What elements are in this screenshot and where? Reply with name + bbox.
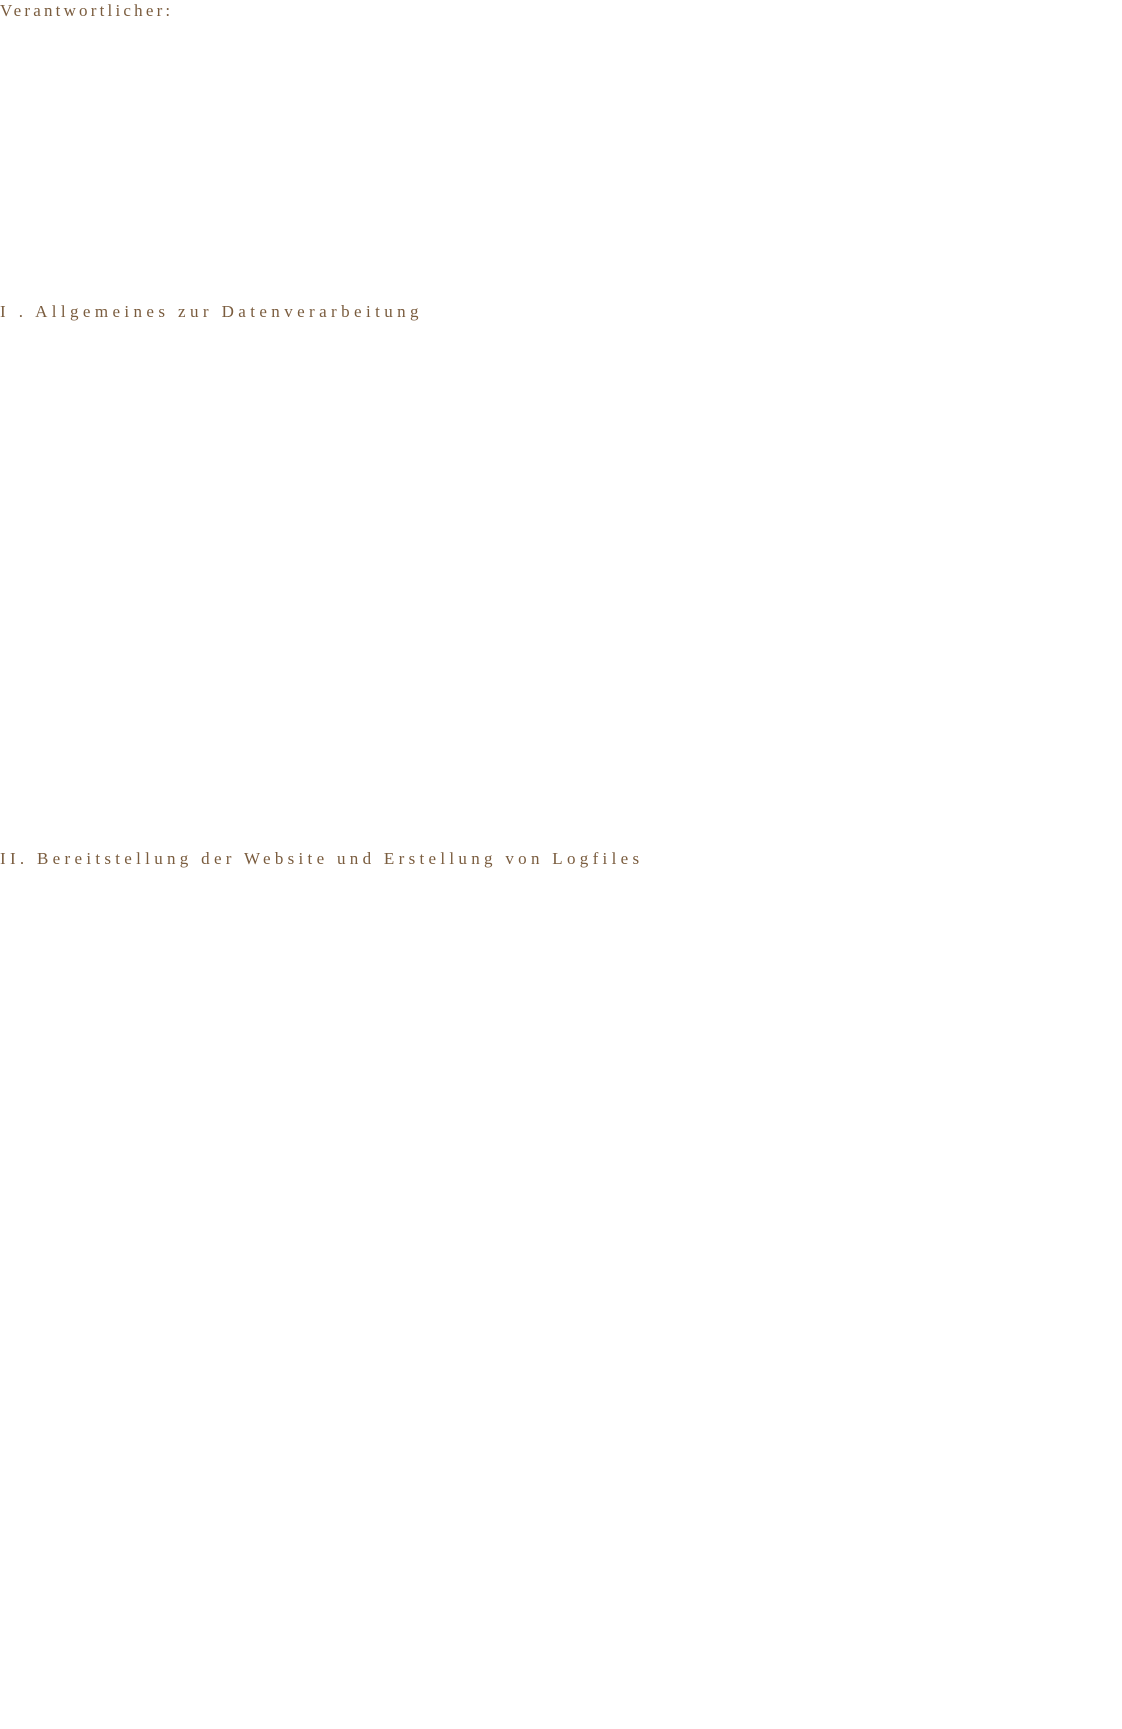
- section-heading-data-processing: I . Allgemeines zur Datenverarbeitung: [0, 302, 423, 321]
- responsible-heading: Verantwortlicher:: [0, 1, 174, 20]
- section-heading-website-logfiles: II. Bereitstellung der Website und Erstellung von Logfiles: [0, 849, 644, 868]
